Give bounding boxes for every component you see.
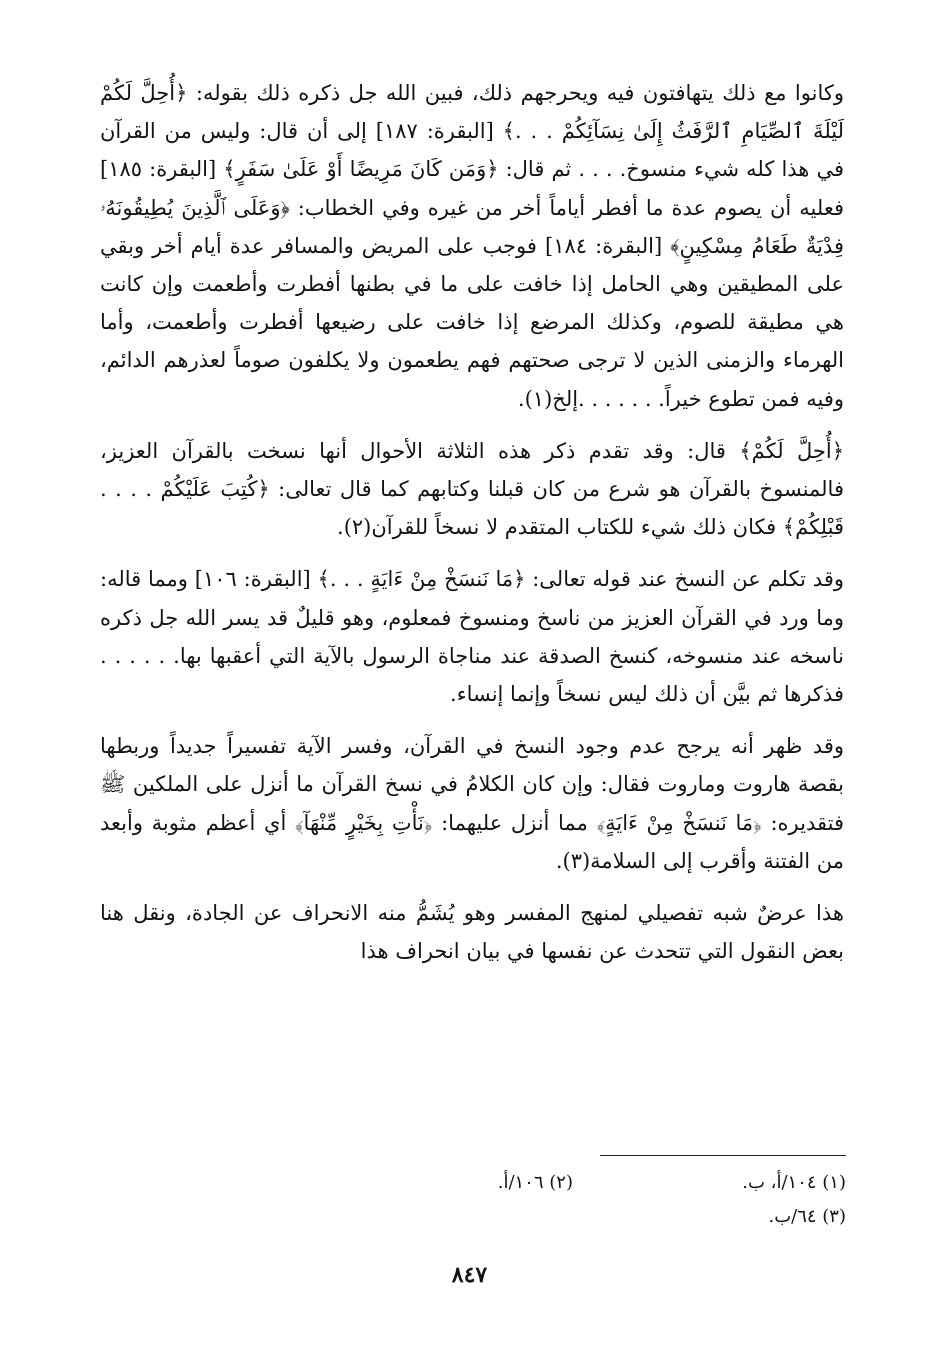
footnote-2: (٢) ١٠٦/أ. xyxy=(497,1172,573,1193)
paragraph-4: وقد ظهر أنه يرجح عدم وجود النسخ في القرآن، وفسر الآية تفسيراً جديداً وربطها بقصة هاروت وماروت فقال: وإن كان الكلامُ في نسخ القرآن ما أنزل على الملكين ﷺ فتقديره: ﴿مَا نَنسَخْ مِنْ ءَايَةٍ﴾ مما أنزل عليهما: ﴿نَأْتِ بِخَيْرٍ مِّنْهَآ﴾ أي أعظم مثوبة وأبعد من الفتنة وأقرب إلى السلامة(٣). xyxy=(100,734,844,873)
paragraph-2: ﴿أُحِلَّ لَكُمْ﴾ قال: وقد تقدم ذكر هذه الثلاثة الأحوال أنها نسخت بالقرآن العزيز، فالمنسوخ بالقرآن هو شرع من كان قبلنا وكتابهم كما قال تعالى: ﴿كُتِبَ عَلَيْكُمْ . . . . قَبْلِكُمْ﴾ فكان ذلك شيء للكتاب المتقدم لا نسخاً للقرآن(٢). xyxy=(100,438,844,540)
paragraph-3: وقد تكلم عن النسخ عند قوله تعالى: ﴿مَا نَنسَخْ مِنْ ءَايَةٍ . . .﴾ [البقرة: ١٠٦] ومما قاله: وما ورد في القرآن العزيز من ناسخ ومنسوخ فمعلوم، وهو قليلٌ قد يسر الله جل ذكره ناسخه عند منسوخه، كنسخ الصدقة عند مناجاة الرسول بالآية التي أعقبها بها. . . . . . فذكرها ثم بيَّن أن ذلك ليس نسخاً وإنما إنساء. xyxy=(100,567,844,707)
footnote-separator xyxy=(600,1155,846,1156)
footnote-1: (١) ١٠٤/أ، ب. xyxy=(742,1172,846,1193)
paragraph-1: وكانوا مع ذلك يتهافتون فيه ويحرجهم ذلك، فبين الله جل ذكره ذلك بقوله: ﴿أُحِلَّ لَكُمْ لَيْلَةَ ٱلصِّيَامِ ٱلرَّفَثُ إِلَىٰ نِسَآئِكُمْ . . .﴾ [البقرة: ١٨٧] إلى أن قال: وليس من القرآن في هذا كله شيء منسوخ. . . . ثم قال: ﴿وَمَن كَانَ مَرِيضًا أَوْ عَلَىٰ سَفَرٍ﴾ [البقرة: ١٨٥] فعليه أن يصوم عدة ما أفطر أياماً أخر من غيره وفي الخطاب: ﴿وَعَلَى ٱلَّذِينَ يُطِيقُونَهُۥ فِدْيَةٌ طَعَامُ مِسْكِينٍ﴾ [البقرة: ١٨٤] فوجب على المريض والمسافر عدة أيام أخر وبقي على المطيقين وهي الحامل إذا خافت على ما في بطنها أفطرت وأطعمت وإن كانت هي مطيقة للصوم، وكذلك المرضع إذا خافت على رضيعها أفطرت وأطعمت، وأما الهرماء والزمنى الذين لا ترجى صحتهم فهم يطعمون ولا يكلفون صوماً لعذرهم الدائم، وفيه فمن تطوع خيراً. . . . . . .إلخ(١). xyxy=(100,81,845,411)
footnote-row xyxy=(300,1200,846,1234)
footnote-row xyxy=(300,1166,846,1200)
main-text xyxy=(100,74,844,984)
paragraph-5: هذا عرضٌ شبه تفصيلي لمنهج المفسر وهو يُشَمُّ منه الانحراف عن الجادة، ونقل هنا بعض النقول التي تتحدث عن نفسها في بيان انحراف هذا xyxy=(100,901,844,964)
page-number: ٨٤٧ xyxy=(451,1262,488,1288)
footnotes xyxy=(300,1166,846,1234)
footnote-3: (٣) ٦٤/ب. xyxy=(768,1206,846,1227)
